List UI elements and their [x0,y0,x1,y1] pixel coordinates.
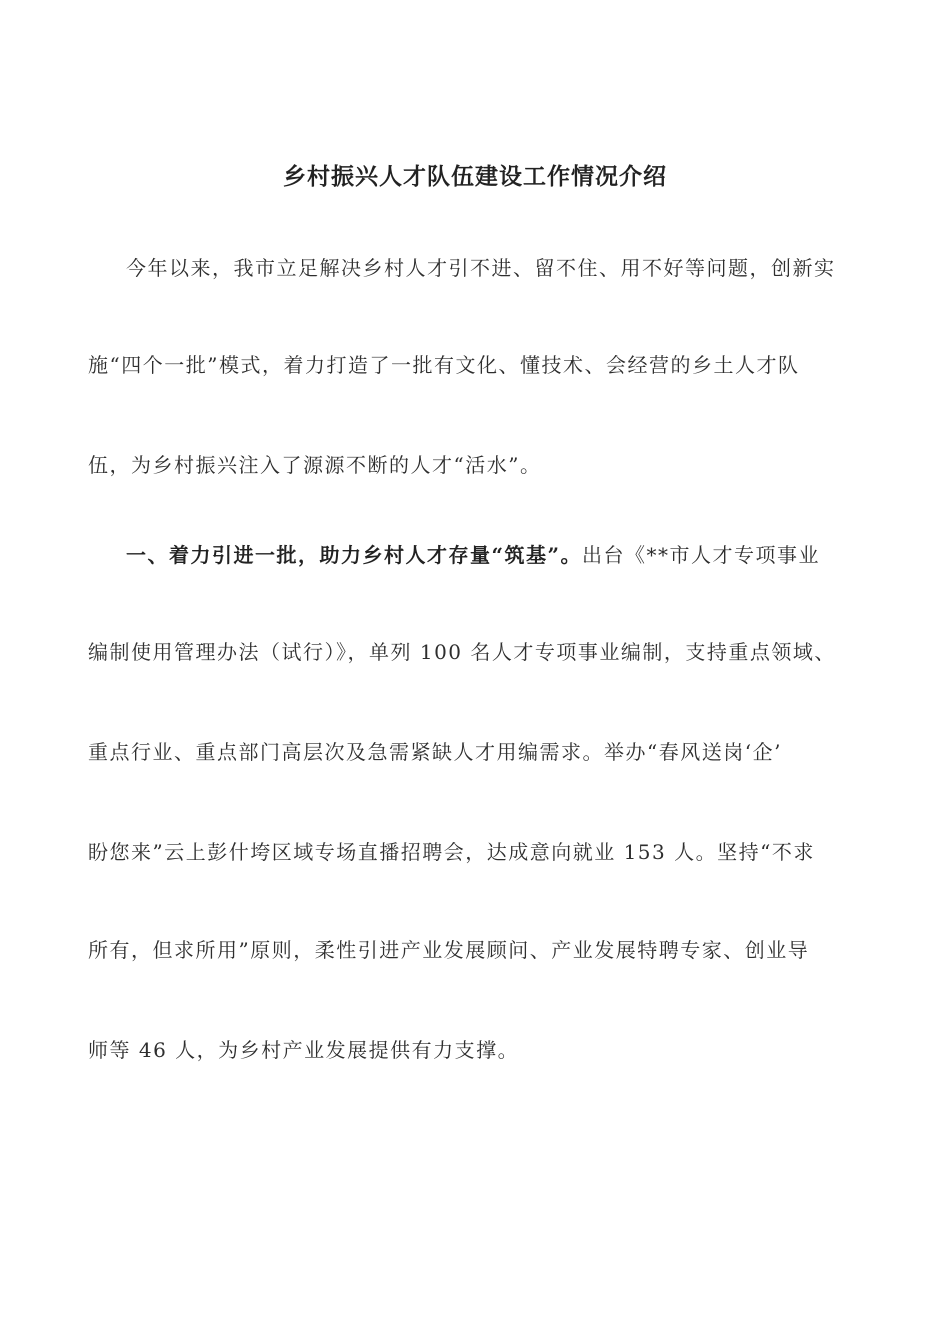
section-1-first-line [126,541,820,569]
paragraph-line: 重点行业、重点部门高层次及急需紧缺人才用编需求。举办“春风送岗‘企’ [88,740,782,764]
paragraph-line: 伍，为乡村振兴注入了源源不断的人才“活水”。 [88,453,542,477]
page-title: 乡村振兴人才队伍建设工作情况介绍 [283,163,667,190]
paragraph-line: 所有，但求所用”原则，柔性引进产业发展顾问、产业发展特聘专家、创业导 [88,938,810,962]
section-text: 出台《**市人才专项事业 [582,543,821,567]
paragraph-line: 编制使用管理办法（试行）》，单列 100 名人才专项事业编制，支持重点领域、 [88,640,836,664]
paragraph-line: 师等 46 人，为乡村产业发展提供有力支撑。 [88,1038,520,1062]
paragraph-line: 施“四个一批”模式，着力打造了一批有文化、懂技术、会经营的乡土人才队 [88,353,800,377]
paragraph-line: 盼您来”云上彭什垮区域专场直播招聘会，达成意向就业 153 人。坚持“不求 [88,840,815,864]
paragraph-line: 今年以来，我市立足解决乡村人才引不进、留不住、用不好等问题，创新实 [126,256,836,280]
section-heading: 一、着力引进一批，助力乡村人才存量“筑基”。 [126,543,583,567]
